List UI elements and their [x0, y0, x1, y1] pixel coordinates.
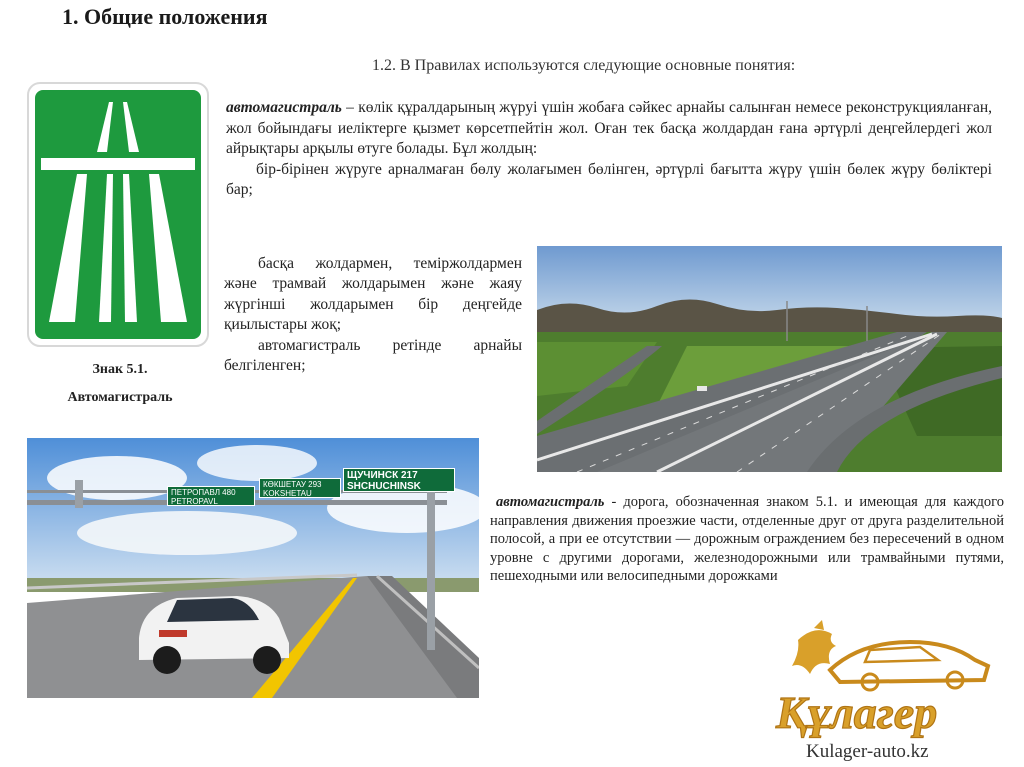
logo-name: Құлагер: [776, 687, 938, 738]
highway-interchange-photo: [537, 246, 1002, 472]
kazakh-definition-list: [224, 254, 522, 376]
kazakh-definition: [226, 98, 992, 201]
page-subtitle: 1.2. В Правилах используются следующие основные понятия:: [372, 57, 796, 74]
road-sign-panel-3: [343, 468, 455, 492]
kazakh-term: автомагистраль: [226, 99, 342, 116]
page-title: 1. Общие положения: [62, 4, 268, 29]
sign-caption-name: Автомагистраль: [67, 390, 173, 405]
destination-3-latin: SHCHUCHINSK: [347, 481, 421, 492]
russian-definition-paragraph: [490, 493, 1004, 586]
distance-2: 293: [308, 480, 322, 489]
sign-caption-number: Знак 5.1.: [92, 362, 148, 377]
kazakh-item-1: бір-бірінен жүруге арналмаған бөлу жолағымен бөлінген, әртүрлі бағытта жүру үшін бөлек жүру бөліктері бар;: [226, 160, 992, 198]
kazakh-item-3: автомагистраль ретінде арнайы белгіленген;: [224, 336, 522, 375]
destination-1-latin: PETROPAVL: [171, 497, 218, 506]
road-sign-photo: [27, 438, 479, 698]
kulager-logo-icon: [770, 620, 1000, 740]
sign-caption: [20, 356, 220, 412]
russian-term: автомагистраль: [496, 494, 605, 510]
kazakh-definition-text: – көлік құралдарының жүруі үшін жобаға сәйкес арнайы салынған немесе реконструкцияланған, жол бойындағы иеліктерге қызмет көрсетпейтін жол. Оған тек басқа жолдардан ғана әртүрлі деңгейлердегі жол айрықтары арқылы өтуге болады. Бұл жолдың:: [226, 99, 992, 157]
road-sign-panel-2: [259, 478, 341, 498]
kazakh-item-2: басқа жолдармен, теміржолдармен және трамвай жолдарымен және жаяу жүргінші жолдарымен бір деңгейде қиылыстары жоқ;: [224, 255, 522, 334]
distance-1: 480: [222, 488, 236, 497]
destination-2-latin: KOKSHETAU: [263, 489, 312, 498]
kazakh-definition-main: [226, 98, 992, 160]
destination-2: КӨКШЕТАУ: [263, 480, 306, 489]
road-sign-panel-1: [167, 486, 255, 506]
destination-3: ЩУЧИНСК: [347, 470, 399, 481]
destination-1: ПЕТРОПАВЛ: [171, 488, 220, 497]
russian-definition: [490, 493, 1004, 586]
logo-url-link[interactable]: Kulager-auto.kz: [806, 741, 929, 762]
motorway-sign-icon: [27, 82, 209, 347]
russian-definition-text: - дорога, обозначенная знаком 5.1. и имеющая для каждого направления движения проезжие части, отделенные друг от друга разделительной полосой, а при ее отсутствии — дорожным ограждением без пересечений в одном уровне с другими дорогами, железнодорожными или трамвайными путями, пешеходными или велосипедными дорожками: [490, 494, 1004, 585]
distance-3: 217: [400, 470, 418, 481]
